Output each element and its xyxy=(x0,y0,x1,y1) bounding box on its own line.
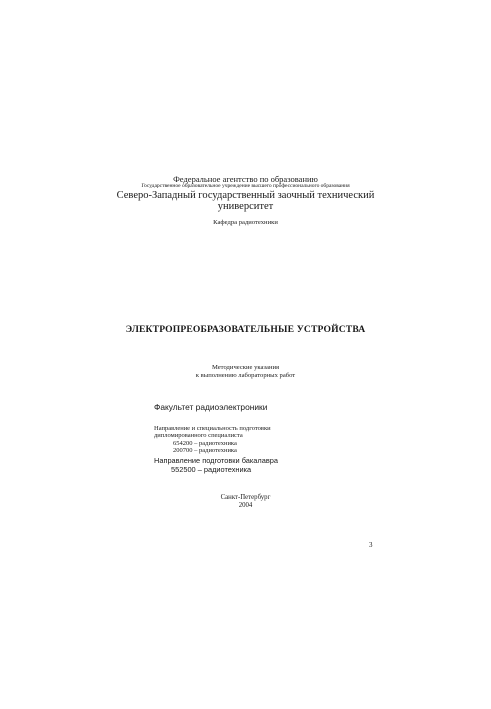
university-name-line2: университет xyxy=(217,201,274,212)
department-name: Кафедра радиотехники xyxy=(213,219,278,226)
bachelor-direction-line2: 552500 – радиотехника xyxy=(171,465,252,474)
method-line1: Методические указания xyxy=(211,364,280,371)
university-name-line1: Северо-Западный государственный заочный технический xyxy=(116,190,375,201)
government-institution: Государственное образовательное учреждение высшего профессионального образования xyxy=(141,183,350,189)
document-title: ЭЛЕКТРОПРЕОБРАЗОВАТЕЛЬНЫЕ УСТРОЙСТВА xyxy=(125,324,366,335)
direction-line4: 200700 – радиотехника xyxy=(173,447,237,454)
bachelor-direction-line1: Направление подготовки бакалавра xyxy=(154,456,278,465)
agency-name: Федеральное агентство по образованию xyxy=(173,174,318,184)
imprint-city: Санкт-Петербург xyxy=(220,494,271,501)
method-line2: к выполнению лабораторных работ xyxy=(195,372,296,379)
direction-line1: Направление и специальность подготовки xyxy=(154,425,271,432)
faculty-name: Факультет радиоэлектроники xyxy=(154,402,268,412)
page-number: 3 xyxy=(369,541,373,549)
direction-line3: 654200 – радиотехника xyxy=(173,440,237,447)
imprint-year: 2004 xyxy=(238,502,253,509)
direction-line2: дипломированного специалиста xyxy=(154,432,243,439)
